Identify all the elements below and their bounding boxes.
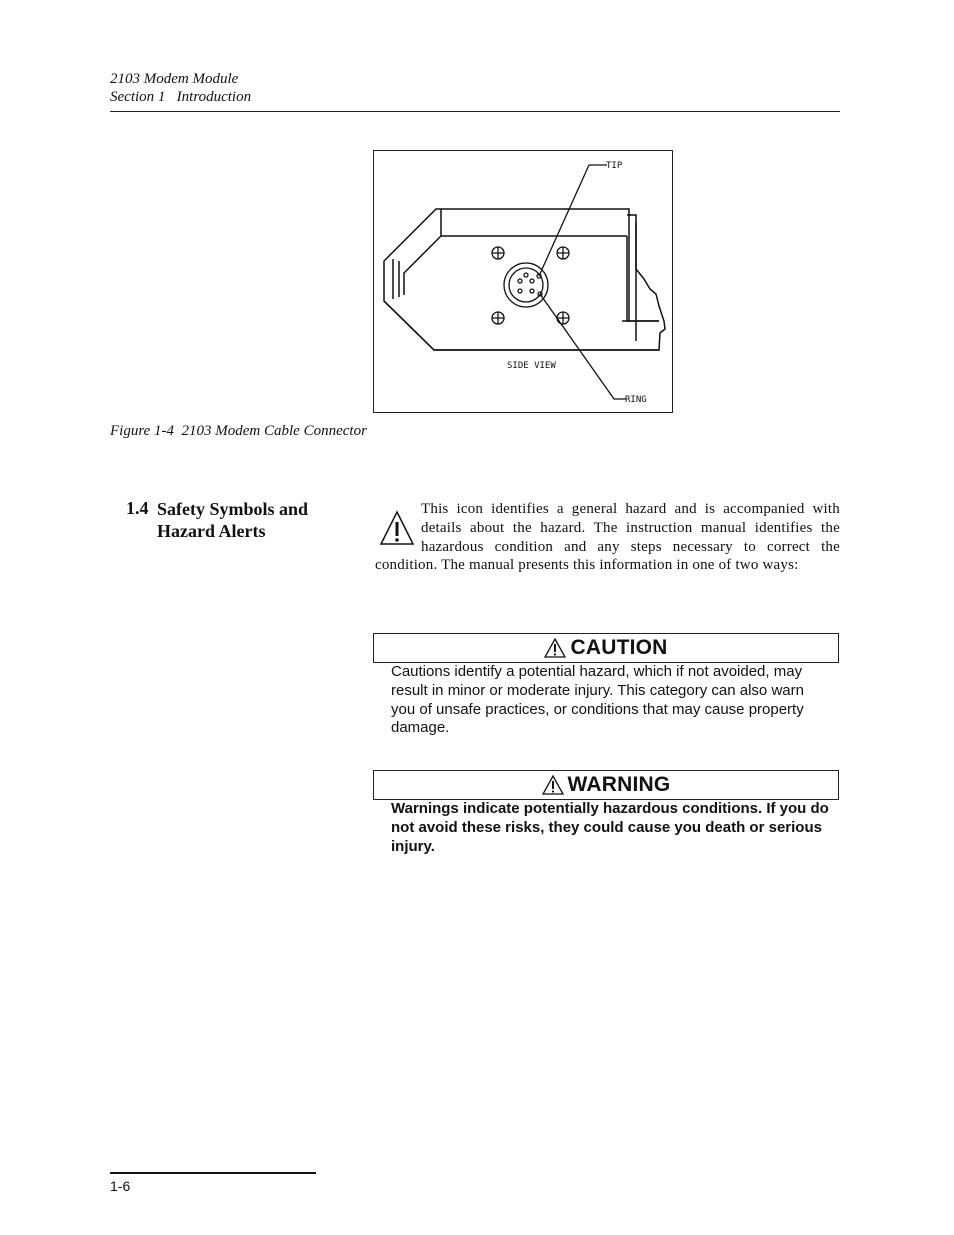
warning-box: [373, 770, 839, 800]
connector-drawing: [374, 151, 674, 414]
section-number: 1.4: [126, 498, 149, 518]
page-number: 1-6: [110, 1178, 131, 1194]
ring-label: RING: [625, 395, 647, 405]
caution-text: Cautions identify a potential hazard, which if not avoided, may result in minor or moderate injury. This category can also warn you of unsafe practices, or conditions that may cause property damage.: [391, 663, 804, 737]
side-view-label: SIDE VIEW: [507, 361, 556, 371]
section-intro: [375, 500, 840, 575]
footer-rule: [110, 1172, 316, 1174]
caution-box: [373, 633, 839, 663]
warning-icon: [542, 775, 564, 795]
intro-text: This icon identifies a general hazard and is accompanied with details about the hazard. The instruction manual identifies the hazardous condition and any steps necessary to correct the condition. The manual presents this information in one of two ways:: [375, 501, 840, 574]
caution-icon: [544, 638, 566, 658]
warning-text: Warnings indicate potentially hazardous conditions. If you do not avoid these risks, they could cause you death or serious injury.: [391, 800, 829, 855]
section-title: Safety Symbols and Hazard Alerts: [157, 499, 309, 541]
figure-caption: Figure 1-4 2103 Modem Cable Connector: [110, 423, 367, 439]
header-doc-title: 2103 Modem Module: [110, 71, 239, 87]
tip-label: TIP: [606, 161, 623, 171]
header-rule: [110, 111, 840, 112]
connector-figure: [373, 150, 673, 413]
header-section: Section 1 Introduction: [110, 89, 252, 105]
caution-heading: CAUTION: [570, 636, 668, 659]
warning-heading: WARNING: [567, 773, 671, 796]
